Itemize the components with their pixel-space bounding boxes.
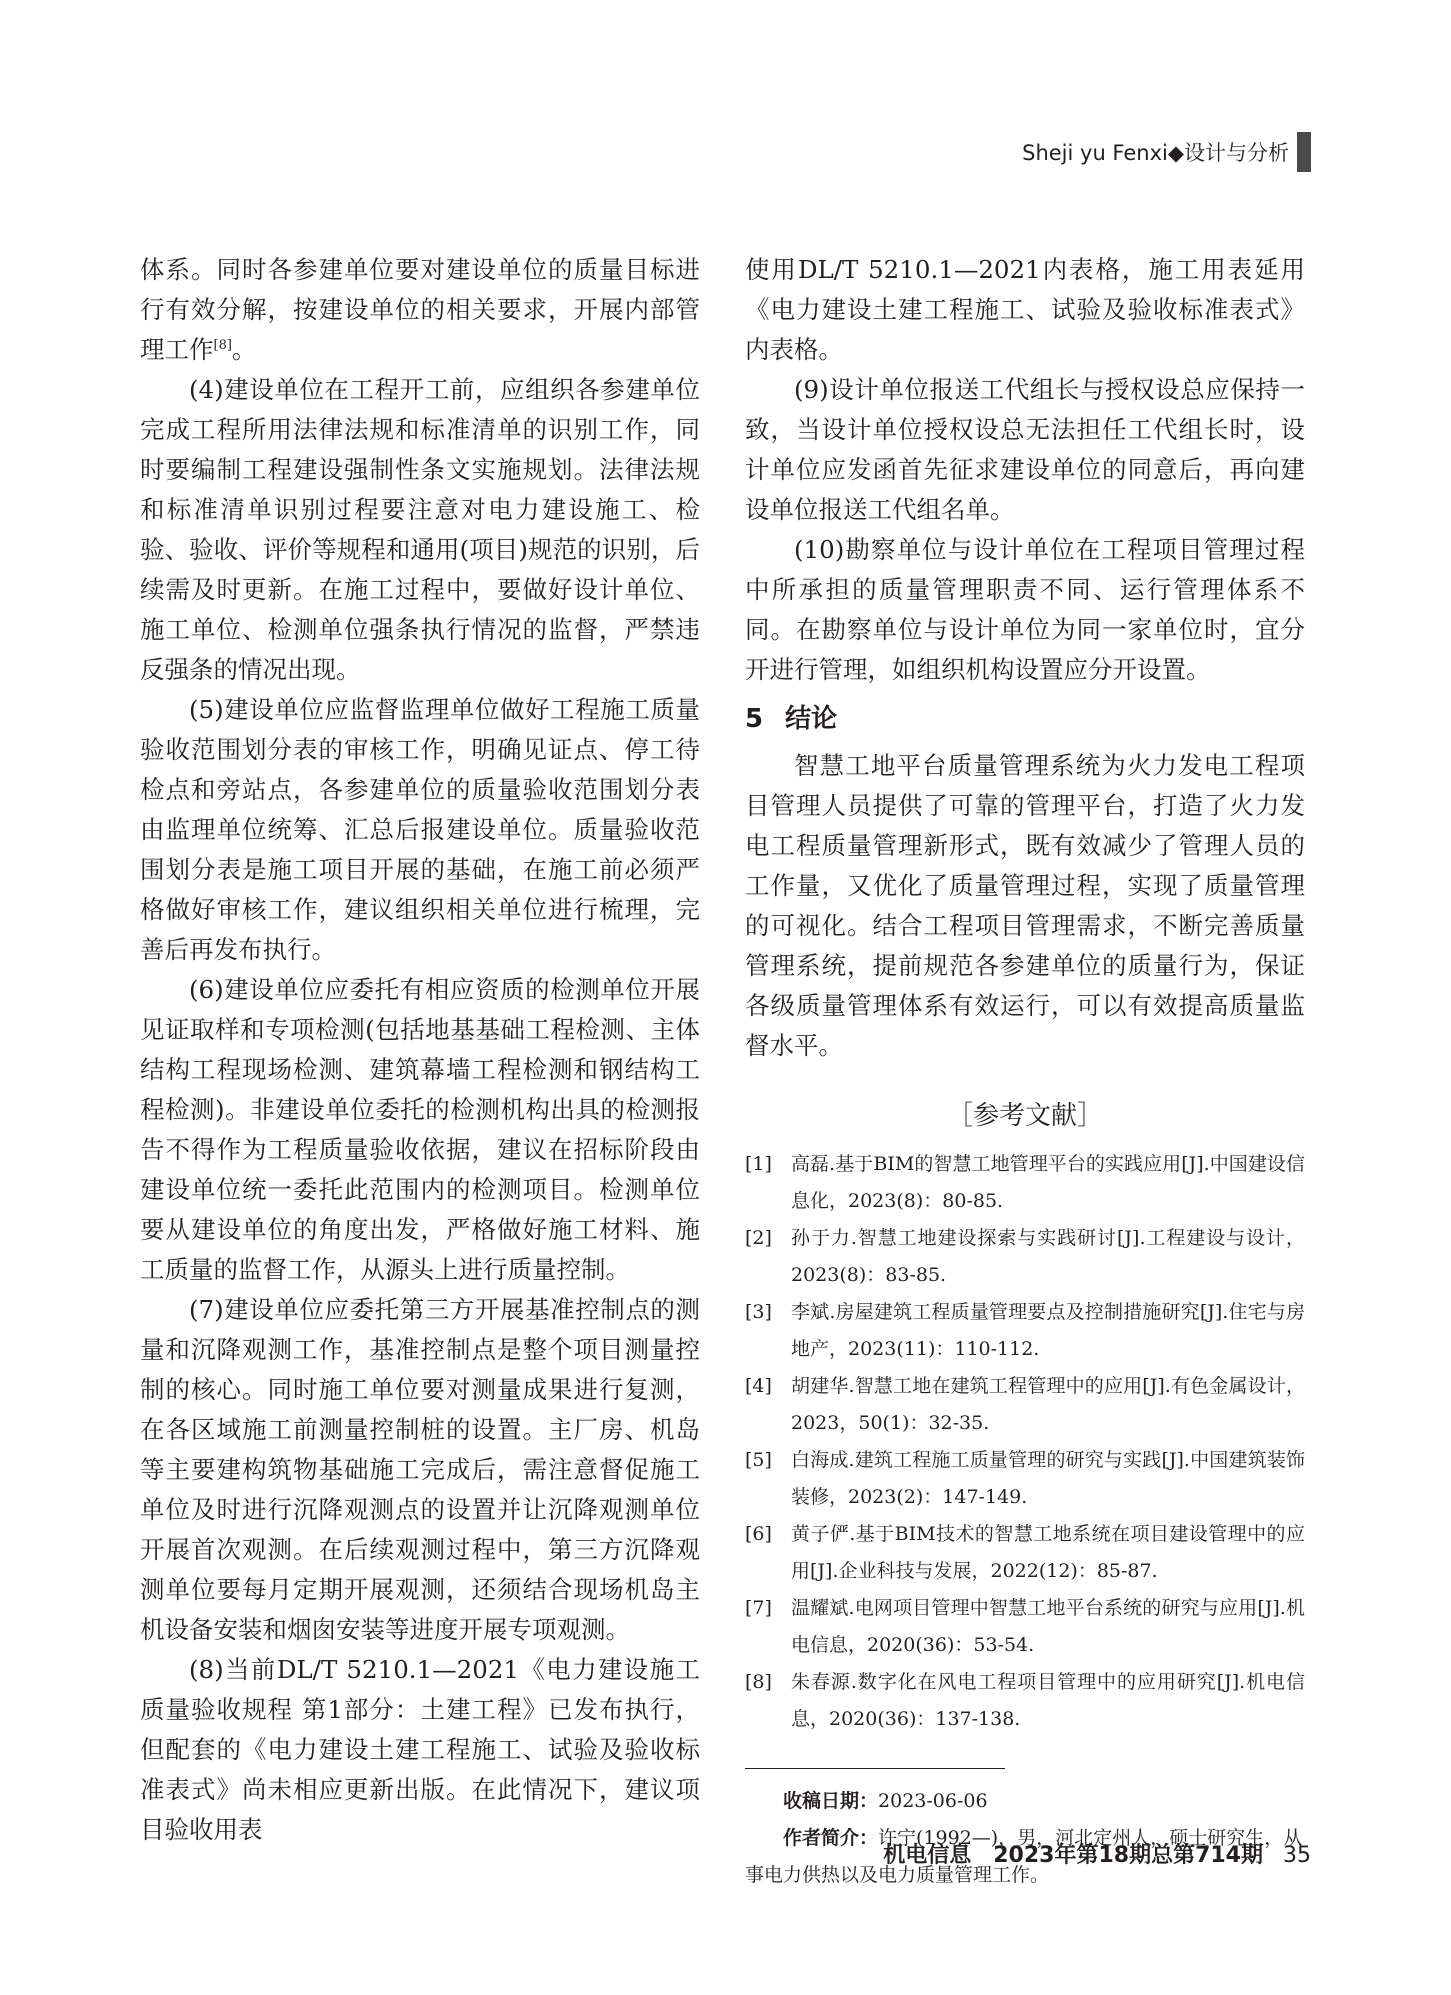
- left-paragraph-2: (4)建设单位在工程开工前，应组织各参建单位完成工程所用法律法规和标准清单的识别工作，同时要编制工程建设强制性条文实施规划。法律法规和标准清单识别过程要注意对电力建设施工、检验、验收、评价等规程和通用(项目)规范的识别，后续需及时更新。在施工过程中，要做好设计单位、施工单位、检测单位强条执行情况的监督，严禁违反强条的情况出现。: [140, 375, 700, 684]
- reference-text: 胡建华.智慧工地在建筑工程管理中的应用[J].有色金属设计，2023，50(1)：32-35.: [791, 1375, 1305, 1434]
- journal-issue: 机电信息 2023年第18期总第714期: [883, 1843, 1263, 1868]
- reference-item: [745, 1368, 1305, 1442]
- reference-text: 朱春源.数字化在风电工程项目管理中的应用研究[J].机电信息，2020(36)：137-138.: [791, 1671, 1305, 1730]
- left-paragraph-4: (6)建设单位应委托有相应资质的检测单位开展见证取样和专项检测(包括地基基础工程检测、主体结构工程现场检测、建筑幕墙工程检测和钢结构工程检测)。非建设单位委托的检测机构出具的检测报告不得作为工程质量验收依据，建议在招标阶段由建设单位统一委托此范围内的检测项目。检测单位要从建设单位的角度出发，严格做好施工材料、施工质量的监督工作，从源头上进行质量控制。: [140, 975, 700, 1284]
- running-title: Sheji yu Fenxi◆设计与分析: [1022, 141, 1289, 165]
- citation-mark: [8]: [213, 337, 232, 353]
- reference-number: [5]: [745, 1449, 772, 1471]
- received-date-value: 2023-06-06: [878, 1790, 988, 1812]
- left-column: [140, 250, 700, 1850]
- author-bio-label: 作者简介：: [783, 1827, 879, 1849]
- right-paragraph-3: (10)勘察单位与设计单位在工程项目管理过程中所承担的质量管理职责不同、运行管理体系不同。在勘察单位与设计单位为同一家单位时，宜分开进行管理，如组织机构设置应分开设置。: [745, 535, 1305, 684]
- footnote-divider: [745, 1768, 1005, 1769]
- section-number: 5: [745, 704, 764, 734]
- reference-text: 温耀斌.电网项目管理中智慧工地平台系统的研究与应用[J].机电信息，2020(36)：53-54.: [791, 1597, 1305, 1656]
- reference-number: [1]: [745, 1153, 772, 1175]
- page-footer: [870, 1838, 1311, 1869]
- left-paragraph-5: (7)建设单位应委托第三方开展基准控制点的测量和沉降观测工作，基准控制点是整个项目测量控制的核心。同时施工单位要对测量成果进行复测，在各区域施工前测量控制桩的设置。主厂房、机岛等主要建构筑物基础施工完成后，需注意督促施工单位及时进行沉降观测点的设置并让沉降观测单位开展首次观测。在后续观测过程中，第三方沉降观测单位要每月定期开展观测，还须结合现场机岛主机设备安装和烟囱安装等进度开展专项观测。: [140, 1295, 700, 1644]
- reference-item: [745, 1516, 1305, 1590]
- left-paragraph-6: (8)当前DL/T 5210.1—2021《电力建设施工质量验收规程 第1部分：土建工程》已发布执行，但配套的《电力建设土建工程施工、试验及验收标准表式》尚未相应更新出版。在此情况下，建议项目验收用表: [140, 1655, 700, 1844]
- reference-item: [745, 1220, 1305, 1294]
- reference-number: [7]: [745, 1597, 772, 1619]
- reference-text: 高磊.基于BIM的智慧工地管理平台的实践应用[J].中国建设信息化，2023(8)：80-85.: [791, 1153, 1305, 1212]
- received-date: [745, 1783, 1305, 1820]
- author-bio-value: 许宁(1992—)，男，河北定州人，硕士研究生，从事电力供热以及电力质量管理工作。: [745, 1827, 1303, 1886]
- section-title: 结论: [785, 704, 838, 734]
- reference-number: [2]: [745, 1227, 772, 1249]
- reference-item: [745, 1146, 1305, 1220]
- section-heading-conclusion: [745, 700, 1305, 738]
- received-date-label: 收稿日期：: [783, 1790, 879, 1812]
- references-title: ［参考文献］: [946, 1101, 1103, 1131]
- reference-text: 黄子俨.基于BIM技术的智慧工地系统在项目建设管理中的应用[J].企业科技与发展，2022(12)：85-87.: [791, 1523, 1305, 1582]
- reference-number: [3]: [745, 1301, 772, 1323]
- running-header: [1022, 130, 1311, 174]
- right-column: [745, 250, 1305, 1894]
- conclusion-paragraph: 智慧工地平台质量管理系统为火力发电工程项目管理人员提供了可靠的管理平台，打造了火力发电工程质量管理新形式，既有效减少了管理人员的工作量，又优化了质量管理过程，实现了质量管理的可视化。结合工程项目管理需求，不断完善质量管理系统，提前规范各参建单位的质量行为，保证各级质量管理体系有效运行，可以有效提高质量监督水平。: [745, 751, 1305, 1060]
- reference-number: [6]: [745, 1523, 772, 1545]
- right-paragraph-2: (9)设计单位报送工代组长与授权设总应保持一致，当设计单位授权设总无法担任工代组长时，设计单位应发函首先征求建设单位的同意后，再向建设单位报送工代组名单。: [745, 375, 1305, 524]
- reference-number: [4]: [745, 1375, 772, 1397]
- page-number: 35: [1283, 1843, 1311, 1868]
- reference-item: [745, 1442, 1305, 1516]
- reference-text: 孙于力.智慧工地建设探索与实践研讨[J].工程建设与设计，2023(8)：83-85.: [791, 1227, 1305, 1286]
- reference-item: [745, 1664, 1305, 1738]
- right-paragraph-1: 使用DL/T 5210.1—2021内表格，施工用表延用《电力建设土建工程施工、试验及验收标准表式》内表格。: [745, 255, 1305, 364]
- left-paragraph-3: (5)建设单位应监督监理单位做好工程施工质量验收范围划分表的审核工作，明确见证点、停工待检点和旁站点，各参建单位的质量验收范围划分表由监理单位统筹、汇总后报建设单位。质量验收范围划分表是施工项目开展的基础，在施工前必须严格做好审核工作，建议组织相关单位进行梳理，完善后再发布执行。: [140, 695, 700, 964]
- left-paragraph-1: 体系。同时各参建单位要对建设单位的质量目标进行有效分解，按建设单位的相关要求，开展内部管理工作[8]。: [140, 255, 700, 364]
- reference-item: [745, 1294, 1305, 1368]
- reference-text: 李斌.房屋建筑工程质量管理要点及控制措施研究[J].住宅与房地产，2023(11)：110-112.: [791, 1301, 1305, 1360]
- reference-text: 白海成.建筑工程施工质量管理的研究与实践[J].中国建筑装饰装修，2023(2)：147-149.: [791, 1449, 1305, 1508]
- header-marker-bar: [1297, 132, 1311, 172]
- reference-item: [745, 1590, 1305, 1664]
- reference-number: [8]: [745, 1671, 772, 1693]
- reference-list: [745, 1146, 1305, 1738]
